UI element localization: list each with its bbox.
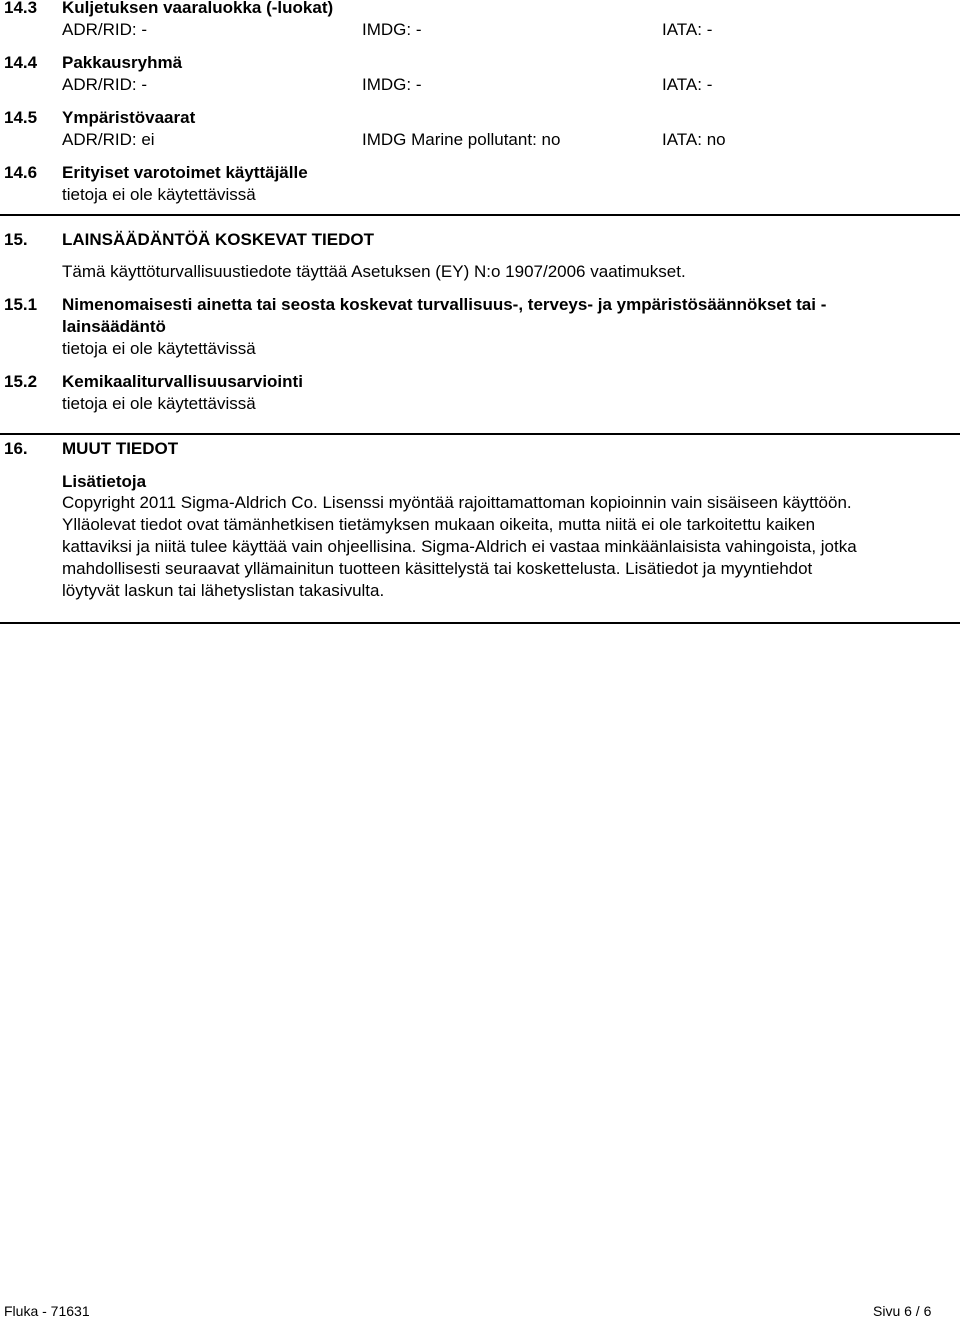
- s14-4-iata: IATA: -: [662, 75, 713, 94]
- s14-5-iata: IATA: no: [662, 130, 726, 149]
- s14-4-adr: ADR/RID: -: [62, 75, 147, 94]
- s15-text: Tämä käyttöturvallisuustiedote täyttää Asetuksen (EY) N:o 1907/2006 vaatimukset.: [62, 262, 686, 281]
- section-15-1-title-cont: lainsäädäntö: [62, 317, 166, 336]
- s14-4-imdg: IMDG: -: [362, 75, 422, 94]
- s14-5-imdg: IMDG Marine pollutant: no: [362, 130, 561, 149]
- section-divider: [0, 433, 960, 435]
- footer-page-number: Sivu 6 / 6: [873, 1303, 932, 1319]
- s16-line: mahdollisesti seuraavat yllämainitun tuotteen käsittelystä tai koskettelusta. Lisätiedot ja myyntiehdot: [62, 559, 813, 578]
- s14-5-adr: ADR/RID: ei: [62, 130, 155, 149]
- section-14-4-title: Pakkausryhmä: [62, 53, 183, 72]
- section-15-2-number: 15.2: [4, 372, 38, 391]
- section-14-3-number: 14.3: [4, 0, 38, 17]
- s16-line: Copyright 2011 Sigma-Aldrich Co. Lisenssi myöntää rajoittamattoman kopioinnin vain sisäiseen käyttöön.: [62, 493, 852, 512]
- section-14-6-number: 14.6: [4, 163, 38, 182]
- s16-line: löytyvät laskun tai lähetyslistan takasivulta.: [62, 581, 385, 600]
- section-divider: [0, 622, 960, 624]
- s16-subtitle: Lisätietoja: [62, 472, 147, 491]
- section-15-number: 15.: [4, 230, 28, 249]
- section-15-1-number: 15.1: [4, 295, 38, 314]
- section-14-6-title: Erityiset varotoimet käyttäjälle: [62, 163, 308, 182]
- section-divider: [0, 214, 960, 216]
- section-14-3-title: Kuljetuksen vaaraluokka (-luokat): [62, 0, 334, 17]
- s14-3-iata: IATA: -: [662, 20, 713, 39]
- section-14-5-number: 14.5: [4, 108, 38, 127]
- section-15-title: LAINSÄÄDÄNTÖÄ KOSKEVAT TIEDOT: [62, 230, 374, 249]
- s14-6-text: tietoja ei ole käytettävissä: [62, 185, 256, 204]
- section-14-5-title: Ympäristövaarat: [62, 108, 196, 127]
- section-16-number: 16.: [4, 439, 28, 458]
- s15-2-text: tietoja ei ole käytettävissä: [62, 394, 256, 413]
- s14-3-adr: ADR/RID: -: [62, 20, 147, 39]
- section-15-2-title: Kemikaaliturvallisuusarviointi: [62, 372, 303, 391]
- s16-line: Ylläolevat tiedot ovat tämänhetkisen tietämyksen mukaan oikeita, mutta niitä ei ole tarkoitettu kaiken: [62, 515, 816, 534]
- section-15-1-title: Nimenomaisesti ainetta tai seosta koskevat turvallisuus-, terveys- ja ympäristösäännökset tai -: [62, 295, 827, 314]
- s16-line: kattaviksi ja niitä tulee käyttää vain ohjeellisina. Sigma-Aldrich ei vastaa minkäänlaisista vahingoista, jotka: [62, 537, 857, 556]
- footer-product: Fluka - 71631: [4, 1303, 90, 1319]
- s14-3-imdg: IMDG: -: [362, 20, 422, 39]
- section-14-4-number: 14.4: [4, 53, 38, 72]
- section-16-title: MUUT TIEDOT: [62, 439, 179, 458]
- s15-1-text: tietoja ei ole käytettävissä: [62, 339, 256, 358]
